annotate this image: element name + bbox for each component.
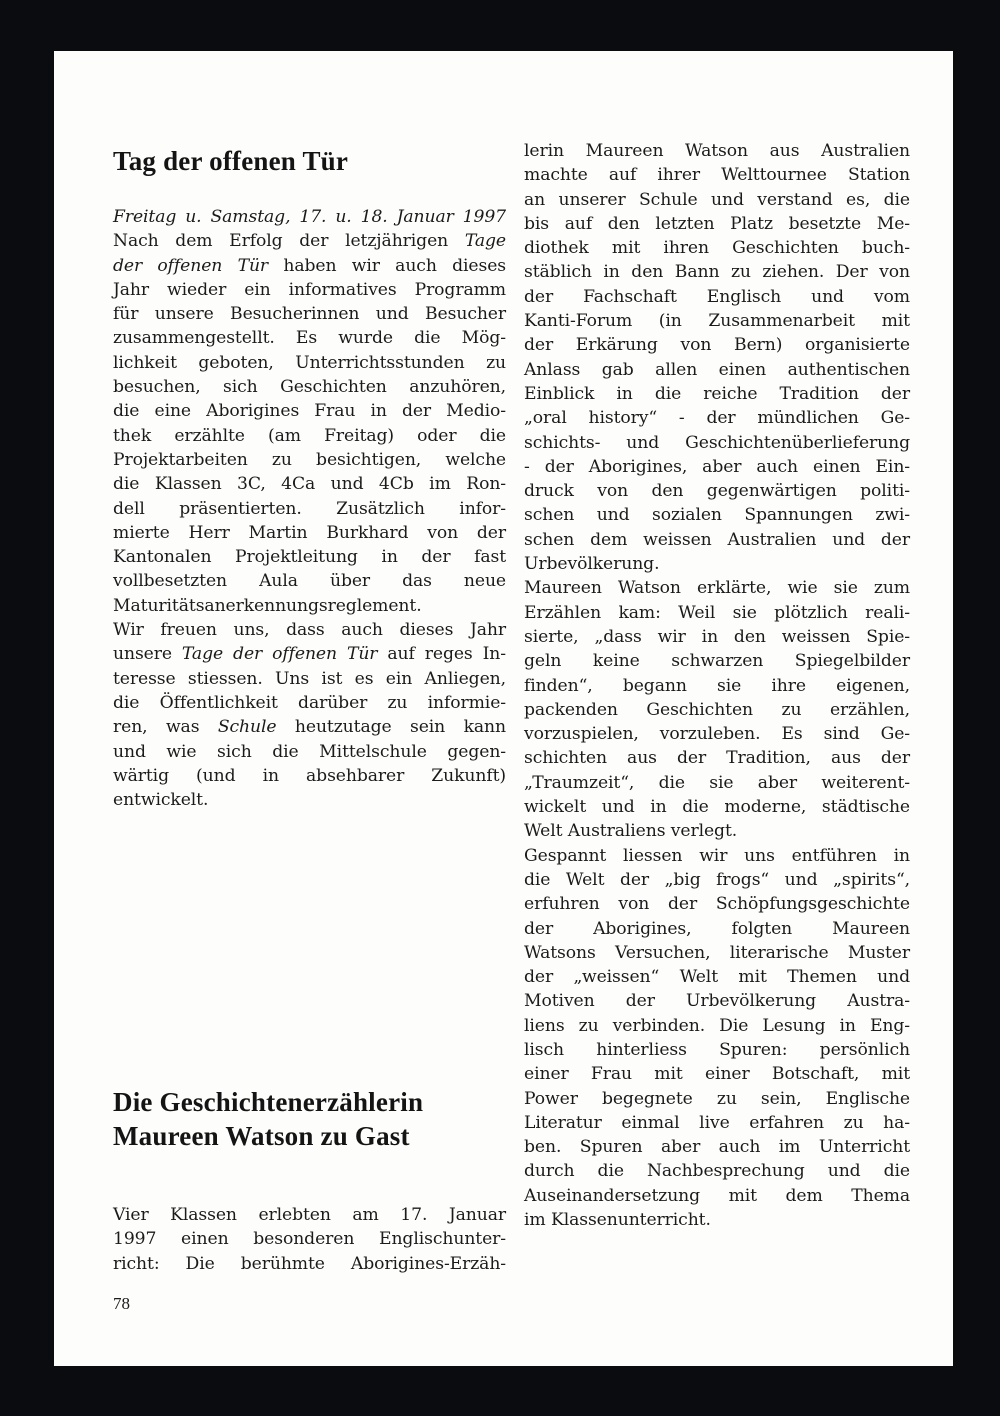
text-line [524, 989, 910, 1013]
text-line [113, 399, 506, 423]
text-run: ren, was [113, 717, 218, 738]
text-run: Urbevölkerung. [524, 554, 660, 575]
text-run: schichten aus der Tradition, aus der [524, 748, 910, 769]
text-line [524, 1208, 910, 1232]
text-line [524, 649, 910, 673]
text-run: lisch hinterliess Spuren: persönlich [524, 1039, 910, 1060]
text-run: die eine Aborigines Frau in der Medio- [113, 401, 506, 422]
text-run: besuchen, sich Geschichten anzuhören, [113, 377, 506, 398]
text-run: entwickelt. [113, 790, 209, 811]
text-line [524, 431, 910, 455]
text-run: für unsere Besucherinnen und Besucher [113, 304, 506, 325]
text-run: druck von den gegenwärtigen politi- [524, 481, 910, 502]
text-run: Kantonalen Projektleitung in der fast [113, 547, 506, 568]
text-run: packenden Geschichten zu erzählen, [524, 699, 910, 720]
text-line [113, 594, 506, 618]
text-run: ben. Spuren aber auch im Unterricht [524, 1137, 910, 1158]
text-line [524, 528, 910, 552]
article-title-storyteller [113, 1085, 423, 1153]
text-run: Maureen Watson erklärte, wie sie zum [524, 578, 910, 599]
text-run: liens zu verbinden. Die Lesung in Eng- [524, 1015, 910, 1036]
text-line [524, 1062, 910, 1086]
text-line [113, 229, 506, 253]
text-line [113, 545, 506, 569]
text-run: der Aborigines, folgten Maureen [524, 918, 910, 939]
text-line [524, 917, 910, 941]
text-line [113, 667, 506, 691]
text-line [524, 1038, 910, 1062]
text-line [524, 941, 910, 965]
text-run: lerin Maureen Watson aus Australien [524, 141, 910, 161]
text-line [524, 601, 910, 625]
text-run: mierte Herr Martin Burkhard von der [113, 522, 506, 543]
text-line [113, 691, 506, 715]
text-line [113, 1227, 506, 1251]
text-line [113, 715, 506, 739]
text-line [113, 764, 506, 788]
text-run: der „weissen“ Welt mit Themen und [524, 967, 910, 988]
text-run: an unserer Schule und verstand es, die [524, 189, 910, 210]
text-line [113, 278, 506, 302]
text-line [113, 497, 506, 521]
text-line [113, 788, 506, 812]
article-title-storyteller-line1: Die Geschichtenerzählerin [113, 1087, 424, 1117]
text-run: „Traumzeit“, die sie aber weiterent- [524, 772, 910, 793]
text-run: schen dem weissen Australien und der [524, 529, 910, 550]
text-run: Watsons Versuchen, literarische Muster [524, 942, 910, 963]
text-line [524, 333, 910, 357]
text-line [113, 351, 506, 375]
text-line [524, 1135, 910, 1159]
text-run: heutzutage sein kann [276, 717, 506, 738]
article-body-storyteller-right [524, 139, 910, 1232]
text-run: Literatur einmal live erfahren zu ha- [524, 1112, 910, 1133]
text-run: der Fachschaft Englisch und vom [524, 286, 910, 307]
text-line [524, 868, 910, 892]
text-line [524, 236, 910, 260]
text-line [113, 1252, 506, 1276]
text-run: geln keine schwarzen Spiegelbilder [524, 651, 910, 672]
text-line [524, 139, 910, 163]
italic-text: der offenen Tür [113, 255, 269, 276]
text-line [524, 674, 910, 698]
text-line [524, 188, 910, 212]
document-page [54, 51, 953, 1366]
text-line [524, 455, 910, 479]
article-title-open-day: Tag der offenen Tür [113, 146, 349, 176]
text-line [524, 576, 910, 600]
text-line [524, 1014, 910, 1038]
text-run: wärtig (und in absehbarer Zukunft) [113, 765, 506, 786]
text-run: sierte, „dass wir in den weissen Spie- [524, 626, 910, 647]
text-run: der Erkärung von Bern) organisierte [524, 335, 910, 356]
text-line [524, 1184, 910, 1208]
article-body-storyteller-left [113, 1203, 506, 1276]
text-line [113, 569, 506, 593]
text-run: vorzuspielen, vorzuleben. Es sind Ge- [524, 724, 910, 745]
text-run: Vier Klassen erlebten am 17. Januar [113, 1205, 506, 1225]
text-run: Anlass gab allen einen authentischen [524, 359, 910, 380]
text-run: haben wir auch dieses [268, 255, 506, 276]
text-run: machte auf ihrer Welttournee Station [524, 165, 910, 186]
text-run: und wie sich die Mittelschule gegen- [113, 741, 506, 762]
text-run: erfuhren von der Schöpfungsgeschichte [524, 894, 910, 915]
text-run: unsere [113, 644, 182, 665]
text-run: Nach dem Erfolg der letzjährigen [113, 231, 465, 252]
text-line [524, 212, 910, 236]
article-title-storyteller-line2: Maureen Watson zu Gast [113, 1121, 410, 1151]
text-line [524, 503, 910, 527]
text-line [524, 1159, 910, 1183]
text-run: Power begegnete zu sein, Englische [524, 1088, 910, 1109]
text-run: die Klassen 3C, 4Ca und 4Cb im Ron- [113, 474, 506, 495]
text-line [524, 260, 910, 284]
text-run: - der Aborigines, aber auch einen Ein- [524, 456, 910, 477]
text-line [113, 302, 506, 326]
text-run: finden“, begann sie ihre eigenen, [524, 675, 910, 696]
text-run: Kanti-Forum (in Zusammenarbeit mit [524, 311, 910, 332]
text-line [113, 424, 506, 448]
text-line [524, 965, 910, 989]
text-run: bis auf den letzten Platz besetzte Me- [524, 213, 910, 234]
text-run: 1997 einen besonderen Englischunter- [113, 1229, 506, 1250]
text-run: Maturitätsanerkennungsreglement. [113, 595, 422, 616]
text-run: teresse stiessen. Uns ist es ein Anliegen, [113, 668, 506, 689]
text-line [524, 1111, 910, 1135]
text-run: schichts- und Geschichtenüberlieferung [524, 432, 910, 453]
text-line [113, 326, 506, 350]
text-run: Wir freuen uns, dass auch dieses Jahr [113, 620, 506, 641]
text-line [524, 892, 910, 916]
text-line [113, 618, 506, 642]
article-body-open-day [113, 205, 506, 812]
italic-text: Tage der offenen Tür [181, 644, 378, 665]
text-line [524, 722, 910, 746]
text-run: richt: Die berühmte Aborigines-Erzäh- [113, 1253, 506, 1274]
text-line [524, 358, 910, 382]
text-line [113, 472, 506, 496]
text-line [113, 448, 506, 472]
text-line [524, 625, 910, 649]
italic-text: Schule [217, 717, 277, 738]
text-run: schen und sozialen Spannungen zwi- [524, 505, 910, 526]
text-run: Projektarbeiten zu besichtigen, welche [113, 449, 506, 470]
text-run: die Öffentlichkeit darüber zu informie- [113, 692, 506, 713]
text-run: einer Frau mit einer Botschaft, mit [524, 1064, 910, 1085]
text-run: Welt Australiens verlegt. [524, 821, 738, 842]
text-run: „oral history“ - der mündlichen Ge- [524, 408, 910, 429]
page-number: 78 [113, 1294, 130, 1313]
text-run: dell präsentierten. Zusätzlich infor- [113, 498, 506, 519]
text-line [113, 642, 506, 666]
text-run: Motiven der Urbevölkerung Austra- [524, 991, 910, 1012]
text-run: wickelt und in die moderne, städtische [524, 797, 910, 818]
text-line [524, 163, 910, 187]
italic-text: Tage [464, 231, 506, 252]
text-run: Auseinandersetzung mit dem Thema [524, 1185, 910, 1206]
text-run: zusammengestellt. Es wurde die Mög- [113, 328, 506, 349]
text-line [113, 1203, 506, 1227]
text-line [113, 254, 506, 278]
text-line [524, 819, 910, 843]
text-run: Gespannt liessen wir uns entführen in [524, 845, 910, 866]
text-run: die Welt der „big frogs“ und „spirits“, [524, 869, 910, 890]
text-run: auf reges In- [377, 644, 506, 665]
text-run: durch die Nachbesprechung und die [524, 1161, 910, 1182]
text-run: stäblich in den Bann zu ziehen. Der von [524, 262, 910, 283]
text-line [524, 771, 910, 795]
text-line [524, 795, 910, 819]
text-line [524, 698, 910, 722]
text-run: Einblick in die reiche Tradition der [524, 383, 910, 404]
text-line [524, 746, 910, 770]
text-line [524, 479, 910, 503]
text-line [113, 740, 506, 764]
text-line [524, 1087, 910, 1111]
text-run: Jahr wieder ein informatives Programm [113, 279, 506, 300]
text-line [113, 205, 506, 229]
text-line [524, 285, 910, 309]
text-run: im Klassenunterricht. [524, 1210, 711, 1231]
text-line [524, 406, 910, 430]
text-run: lichkeit geboten, Unterrichtsstunden zu [113, 352, 506, 373]
text-line [524, 309, 910, 333]
text-line [113, 521, 506, 545]
text-run: vollbesetzten Aula über das neue [113, 571, 506, 592]
text-line [524, 552, 910, 576]
text-line [524, 382, 910, 406]
text-line [524, 844, 910, 868]
italic-text: Freitag u. Samstag, 17. u. 18. Januar 1997 [113, 207, 506, 227]
text-run: diothek mit ihren Geschichten buch- [524, 238, 910, 259]
text-line [113, 375, 506, 399]
text-run: thek erzählte (am Freitag) oder die [113, 425, 506, 446]
text-run: Erzählen kam: Weil sie plötzlich reali- [524, 602, 910, 623]
